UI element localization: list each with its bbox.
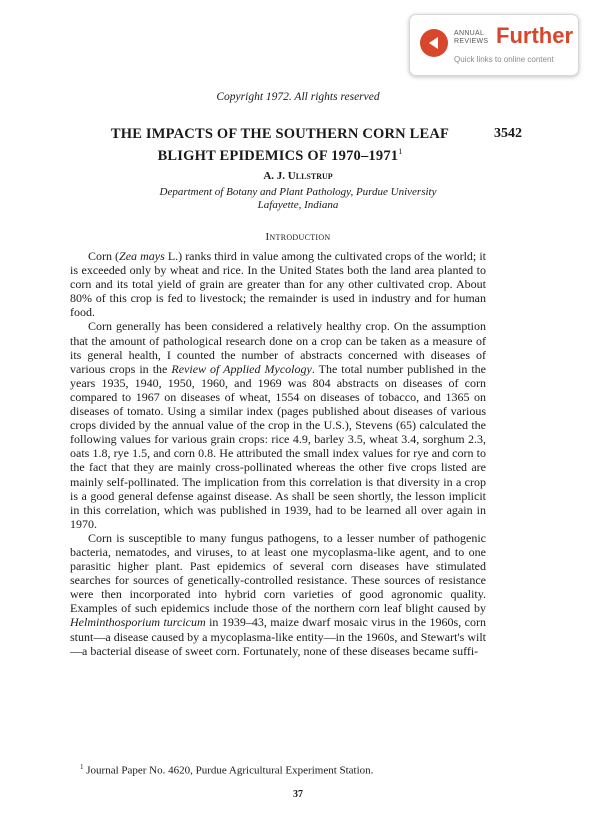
annual-reviews-logo: ANNUAL REVIEWS	[454, 30, 489, 45]
p1-species-name: Zea mays	[119, 249, 165, 263]
article-page-number: 3542	[494, 126, 522, 141]
p2-text-a: Corn generally has been considered a relatively healthy crop. On the assumption that the amount of pathological research done on a crop can be taken as a measure of its general health, I counted the number of abstracts concerned with diseases of various crops in the	[70, 319, 486, 376]
quick-links-text: Quick links to online content	[454, 55, 554, 64]
paragraph-3	[70, 531, 486, 658]
back-arrow-icon	[420, 29, 448, 57]
p3-species-name: Helminthosporium turcicum	[70, 615, 206, 630]
affiliation-line-2: Lafayette, Indiana	[257, 199, 339, 211]
p2-journal-name: Review of Applied Mycology	[171, 361, 312, 376]
footnote-text: Journal Paper No. 4620, Purdue Agricultural Experiment Station.	[86, 764, 374, 777]
author-name: A. J. Ullstrup	[263, 170, 333, 182]
footnote-mark: 1	[80, 763, 84, 771]
further-label: Further	[496, 23, 573, 48]
p1-text-a: Corn (	[88, 249, 120, 263]
body-text	[70, 249, 486, 658]
p3-text-b: in 1939–43, maize dwarf mosaic virus in the 1960s, corn stunt—a disease caused by a mycoplasma-like entity—in the 1960s, and Stewart's wilt—a bacterial disease of sweet corn. Fortunately, none of these diseases became suffi-	[70, 615, 486, 658]
affiliation-line-1: Department of Botany and Plant Pathology, Purdue University	[159, 186, 437, 198]
author-affiliation	[0, 186, 596, 212]
copyright-notice: Copyright 1972. All rights reserved	[216, 91, 380, 103]
further-badge[interactable]	[409, 14, 579, 76]
p2-text-b: . The total number published in the years 1935, 1940, 1950, 1960, and 1969 was 804 abstracts on diseases of corn compared to 1967 on diseases of wheat, 1554 on diseases of tobacco, and 1365 on diseases of tomato. Using a similar index (pages published about diseases of various crops divided by the annual value of the crop in the U.S.), Stevens (65) calculated the following values for various grain crops: rice 4.9, barley 3.5, wheat 3.4, sorghum 2.3, oats 1.8, rye 1.5, and corn 0.8. He attributed the small index values for rye and corn to the fact that they are mainly cross-pollinated whereas the other five crops listed are mainly self-pollinated. The implication from this correlation is that diversity in a crop is a good general defense against disease. As shall be seen shortly, the lesson implicit in this correlation, which was published in 1939, had to be learned all over again in 1970.	[70, 361, 486, 531]
paragraph-2	[70, 319, 486, 530]
p1-text-b: L.) ranks third in value among the cultivated crops of the world; it is exceeded only by wheat and rice. In the United States both the land area planted to corn and its total yield of grain are greater than for any other cultivated crop. About 80% of this crop is fed to livestock; the remainder is used in industry and for human food.	[70, 249, 486, 320]
footnote	[80, 763, 373, 777]
p3-text-a: Corn is susceptible to many fungus pathogens, to a lesser number of pathogenic bacteria, nematodes, and viruses, to at least one mycoplasma-like agent, and to one parasitic higher plant. Past epidemics of several corn diseases have stimulated searches for sources of genetically-controlled resistance. These sources of resistance were then incorporated into hybrid corn varieties of good agronomic quality. Examples of such epidemics include those of the northern corn leaf blight caused by	[70, 530, 486, 616]
section-heading: Introduction	[265, 231, 331, 243]
article-title	[80, 126, 480, 165]
paragraph-1	[70, 249, 486, 319]
page-footer-number: 37	[293, 789, 303, 800]
title-line-2: BLIGHT EPIDEMICS OF 1970–1971	[157, 147, 399, 164]
title-line-1: THE IMPACTS OF THE SOUTHERN CORN LEAF	[110, 126, 450, 142]
title-footnote-mark: 1	[398, 147, 403, 156]
